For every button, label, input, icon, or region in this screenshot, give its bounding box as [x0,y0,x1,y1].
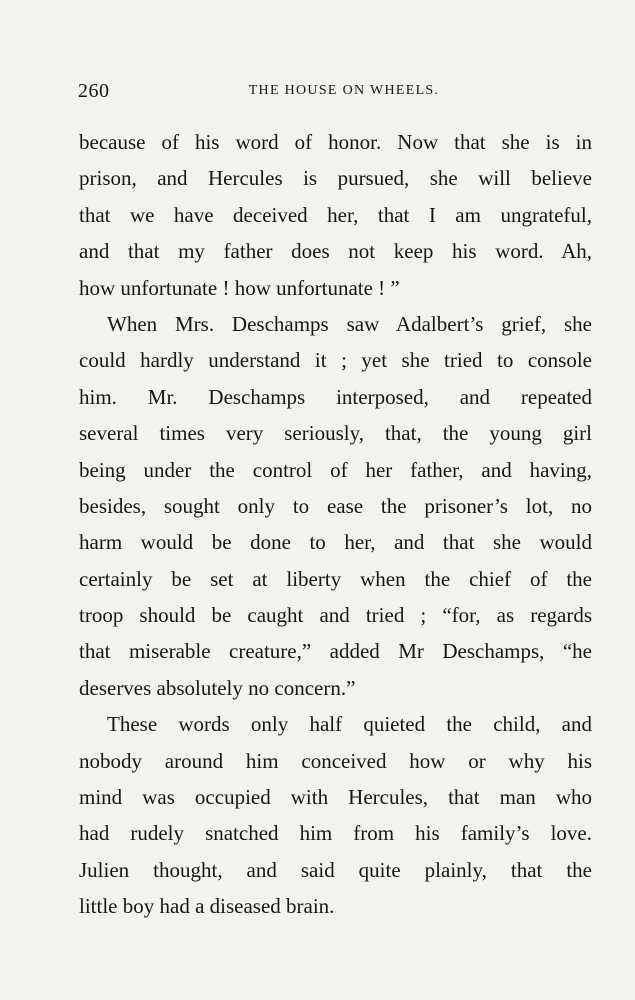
text-line: and that my father does not keep his word. Ah, [79,239,592,264]
text-line: certainly be set at liberty when the chief of the [79,566,592,591]
text-line: deserves absolutely no concern.” [79,675,356,700]
text-line: being under the control of her father, and having, [79,457,592,482]
text-line: had rudely snatched him from his family’s love. [79,821,592,846]
text-line: harm would be done to her, and that she would [79,530,592,555]
text-line: because of his word of honor. Now that she is in [79,130,592,154]
text-line: how unfortunate ! how unfortunate ! ” [79,275,400,300]
text-line: several times very seriously, that, the young girl [79,421,592,446]
text-line: that we have deceived her, that I am ungrateful, [79,202,592,227]
page-header [78,80,590,102]
paragraph-1 [79,124,592,306]
running-title: THE HOUSE ON WHEELS. [248,83,440,98]
text-line: him. Mr. Deschamps interposed, and repeated [79,384,592,409]
text-line: little boy had a diseased brain. [79,894,335,919]
text-line: Julien thought, and said quite plainly, that the [79,857,592,882]
text-line: that miserable creature,” added Mr Deschamps, “he [79,639,592,664]
text-line: When Mrs. Deschamps saw Adalbert’s grief, she [107,311,592,336]
text-line: besides, sought only to ease the prisoner’s lot, no [79,493,592,518]
page-number: 260 [78,80,110,102]
text-line: mind was occupied with Hercules, that man who [79,785,592,810]
text-line: These words only half quieted the child, and [107,712,592,737]
text-line: prison, and Hercules is pursued, she will believe [79,166,592,191]
text-line: troop should be caught and tried ; “for, as regards [79,603,592,628]
paragraph-3 [79,706,592,924]
text-line: nobody around him conceived how or why his [79,748,592,773]
body-text [79,124,592,925]
text-line: could hardly understand it ; yet she tried to console [79,348,592,373]
paragraph-2 [79,306,592,706]
